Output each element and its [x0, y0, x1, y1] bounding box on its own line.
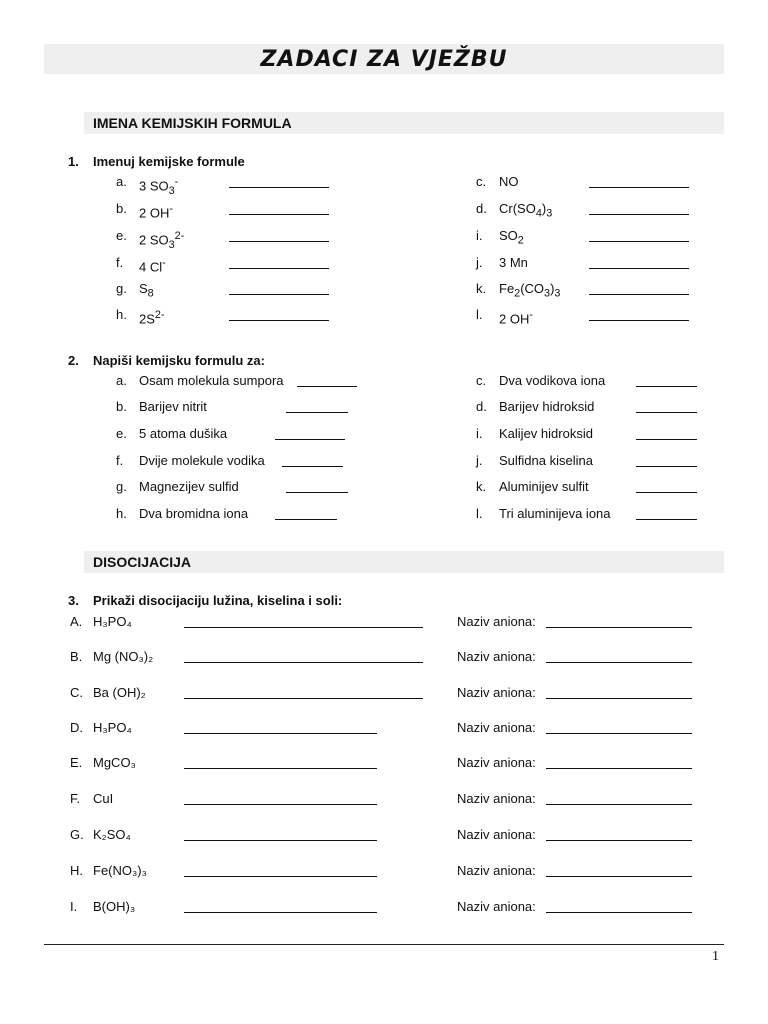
dissociation-answer-blank[interactable]: [184, 650, 423, 663]
item-text: Tri aluminijeva iona: [499, 506, 611, 521]
section-heading-formulas: IMENA KEMIJSKIH FORMULA: [84, 112, 724, 134]
item-text: Osam molekula sumpora: [139, 373, 284, 388]
chemical-formula: 2 OH-: [499, 309, 533, 327]
list-item: [70, 826, 190, 844]
answer-blank[interactable]: [589, 308, 689, 321]
item-letter: d.: [476, 201, 487, 216]
answer-blank[interactable]: [286, 480, 348, 493]
answer-blank[interactable]: [275, 507, 337, 520]
chemical-formula: Ba (OH)₂: [93, 685, 146, 700]
list-item: [70, 790, 190, 808]
chemical-formula: H₃PO₄: [93, 720, 132, 735]
item-text: Kalijev hidroksid: [499, 426, 593, 441]
anion-name-blank[interactable]: [546, 828, 692, 841]
footer-divider: [44, 944, 724, 945]
question-number: 2.: [68, 353, 79, 368]
list-item: [116, 398, 416, 416]
answer-blank[interactable]: [229, 308, 329, 321]
anion-name-blank[interactable]: [546, 864, 692, 877]
chemical-formula: $S_8$: [139, 281, 154, 300]
anion-name-label: Naziv aniona:: [457, 614, 536, 629]
chemical-formula: MgCO₃: [93, 755, 136, 770]
anion-name-label: Naziv aniona:: [457, 791, 536, 806]
item-letter: g.: [116, 479, 127, 494]
question-2-heading: [68, 353, 265, 368]
item-letter: e.: [116, 426, 127, 441]
list-item: [116, 452, 416, 470]
chemical-formula: 3 $SO_3^-$: [139, 176, 179, 197]
anion-name-blank[interactable]: [546, 686, 692, 699]
item-text: 5 atoma dušika: [139, 426, 228, 441]
answer-blank[interactable]: [229, 282, 329, 295]
answer-blank[interactable]: [589, 202, 689, 215]
list-item: [476, 398, 768, 416]
anion-name-label: Naziv aniona:: [457, 827, 536, 842]
anion-name-label: Naziv aniona:: [457, 899, 536, 914]
answer-blank[interactable]: [229, 202, 329, 215]
item-text: Magnezijev sulfid: [139, 479, 239, 494]
chemical-formula: $Fe_2(CO_3)_3$: [499, 281, 561, 300]
item-letter: i.: [476, 228, 483, 243]
chemical-formula: K₂SO₄: [93, 827, 131, 842]
item-letter: f.: [116, 255, 124, 270]
answer-blank[interactable]: [286, 400, 348, 413]
dissociation-answer-blank[interactable]: [184, 864, 377, 877]
anion-name-label: Naziv aniona:: [457, 720, 536, 735]
answer-blank[interactable]: [636, 374, 697, 387]
item-letter: j.: [476, 453, 483, 468]
item-letter: a.: [116, 174, 127, 189]
item-letter: b.: [116, 399, 127, 414]
item-letter: d.: [476, 399, 487, 414]
dissociation-answer-blank[interactable]: [184, 721, 377, 734]
answer-blank[interactable]: [636, 507, 697, 520]
anion-name-label: Naziv aniona:: [457, 755, 536, 770]
question-text: Prikaži disocijaciju lužina, kiselina i soli:: [93, 593, 343, 608]
question-number: 3.: [68, 593, 79, 608]
list-item: [476, 372, 768, 390]
list-item: [70, 862, 190, 880]
item-text: Dva vodikova iona: [499, 373, 606, 388]
section-heading-dissociation: DISOCIJACIJA: [84, 551, 724, 573]
answer-blank[interactable]: [275, 427, 345, 440]
dissociation-answer-blank[interactable]: [184, 686, 423, 699]
item-letter: k.: [476, 479, 487, 494]
anion-name-label: Naziv aniona:: [457, 649, 536, 664]
chemical-formula: 4 Cl-: [139, 257, 166, 275]
item-letter: b.: [116, 201, 127, 216]
list-item: [116, 505, 416, 523]
item-letter: g.: [116, 281, 127, 296]
item-letter: e.: [116, 228, 127, 243]
chemical-formula: 3 Mn: [499, 255, 528, 270]
page-title: ZADACI ZA VJEŽBU: [44, 44, 724, 74]
answer-blank[interactable]: [636, 480, 697, 493]
item-letter: I.: [70, 899, 78, 914]
list-item: [476, 478, 768, 496]
item-letter: E.: [70, 755, 83, 770]
anion-name-blank[interactable]: [546, 756, 692, 769]
chemical-formula: 2 $SO_3^{2-}$: [139, 230, 185, 251]
list-item: [70, 613, 190, 631]
chemical-formula: Mg (NO₃)₂: [93, 649, 154, 664]
list-item: [116, 425, 416, 443]
answer-blank[interactable]: [589, 175, 689, 188]
item-letter: H.: [70, 863, 83, 878]
item-letter: h.: [116, 506, 127, 521]
item-letter: c.: [476, 373, 487, 388]
answer-blank[interactable]: [229, 175, 329, 188]
item-letter: D.: [70, 720, 83, 735]
chemical-formula: CuI: [93, 791, 114, 806]
answer-blank[interactable]: [229, 229, 329, 242]
anion-name-label: Naziv aniona:: [457, 685, 536, 700]
dissociation-answer-blank[interactable]: [184, 828, 377, 841]
dissociation-answer-blank[interactable]: [184, 756, 377, 769]
chemical-formula: H₃PO₄: [93, 614, 132, 629]
anion-name-blank[interactable]: [546, 615, 692, 628]
answer-blank[interactable]: [589, 282, 689, 295]
list-item: [116, 372, 416, 390]
item-letter: A.: [70, 614, 83, 629]
item-letter: B.: [70, 649, 83, 664]
item-letter: j.: [476, 255, 483, 270]
chemical-formula: B(OH)₃: [93, 899, 136, 914]
list-item: [476, 425, 768, 443]
item-text: Dva bromidna iona: [139, 506, 249, 521]
item-letter: i.: [476, 426, 483, 441]
chemical-formula: Fe(NO₃)₃: [93, 863, 147, 878]
chemical-formula: NO: [499, 174, 519, 189]
item-text: Dvije molekule vodika: [139, 453, 265, 468]
list-item: [70, 719, 190, 737]
answer-blank[interactable]: [297, 374, 357, 387]
answer-blank[interactable]: [636, 400, 697, 413]
chemical-formula: $SO_2$: [499, 228, 524, 247]
page-number: 1: [712, 949, 719, 964]
question-text: Imenuj kemijske formule: [93, 154, 245, 169]
answer-blank[interactable]: [589, 229, 689, 242]
question-number: 1.: [68, 154, 79, 169]
list-item: [476, 505, 768, 523]
answer-blank[interactable]: [589, 256, 689, 269]
list-item: [70, 684, 190, 702]
item-text: Barijev nitrit: [139, 399, 207, 414]
anion-name-blank[interactable]: [546, 721, 692, 734]
anion-name-blank[interactable]: [546, 900, 692, 913]
item-letter: h.: [116, 307, 127, 322]
list-item: [116, 478, 416, 496]
item-letter: f.: [116, 453, 124, 468]
anion-name-blank[interactable]: [546, 650, 692, 663]
question-text: Napiši kemijsku formulu za:: [93, 353, 265, 368]
item-letter: l.: [476, 307, 483, 322]
answer-blank[interactable]: [636, 427, 697, 440]
item-letter: C.: [70, 685, 83, 700]
item-text: Aluminijev sulfit: [499, 479, 589, 494]
anion-name-blank[interactable]: [546, 792, 692, 805]
list-item: [70, 898, 190, 916]
item-letter: F.: [70, 791, 81, 806]
dissociation-answer-blank[interactable]: [184, 900, 377, 913]
item-letter: a.: [116, 373, 127, 388]
answer-blank[interactable]: [282, 454, 343, 467]
dissociation-answer-blank[interactable]: [184, 615, 423, 628]
item-letter: c.: [476, 174, 487, 189]
item-text: Sulfidna kiselina: [499, 453, 593, 468]
dissociation-answer-blank[interactable]: [184, 792, 377, 805]
list-item: [70, 754, 190, 772]
anion-name-label: Naziv aniona:: [457, 863, 536, 878]
list-item: [70, 648, 190, 666]
question-3-heading: [68, 593, 342, 608]
answer-blank[interactable]: [636, 454, 697, 467]
chemical-formula: 2 OH-: [139, 203, 173, 221]
item-text: Barijev hidroksid: [499, 399, 595, 414]
chemical-formula: $2S^{2-}$: [139, 309, 165, 327]
item-letter: l.: [476, 506, 483, 521]
list-item: [476, 452, 768, 470]
chemical-formula: $Cr(SO_4)_3$: [499, 201, 553, 220]
item-letter: k.: [476, 281, 487, 296]
question-1-heading: [68, 154, 245, 169]
answer-blank[interactable]: [229, 256, 329, 269]
item-letter: G.: [70, 827, 84, 842]
